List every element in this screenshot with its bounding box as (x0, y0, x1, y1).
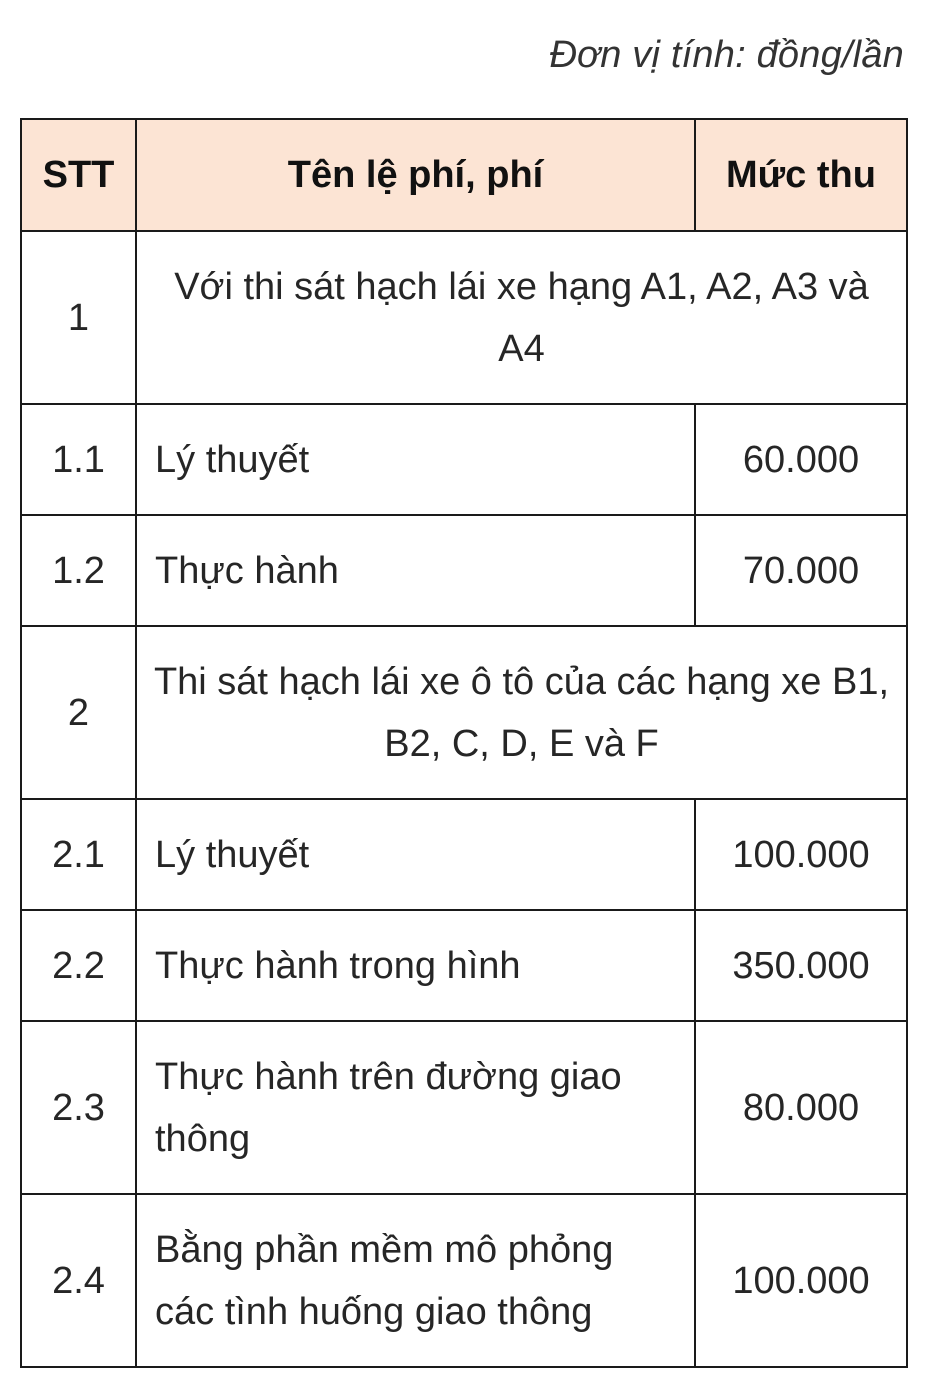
row-stt: 2.3 (21, 1021, 136, 1194)
row-stt: 1.1 (21, 404, 136, 515)
group-title: Với thi sát hạch lái xe hạng A1, A2, A3 và A4 (136, 231, 907, 404)
row-stt: 2.2 (21, 910, 136, 1021)
unit-note: Đơn vị tính: đồng/lần (549, 34, 904, 76)
row-fee-amount: 100.000 (695, 1194, 907, 1367)
row-fee-name: Bằng phần mềm mô phỏng các tình huống giao thông (136, 1194, 695, 1367)
table-row (21, 910, 907, 1021)
row-fee-name: Thực hành (136, 515, 695, 626)
table-row (21, 1194, 907, 1367)
row-fee-amount: 60.000 (695, 404, 907, 515)
row-stt: 2.4 (21, 1194, 136, 1367)
table-row (21, 404, 907, 515)
header-fee-amount: Mức thu (695, 119, 907, 231)
row-fee-name: Thực hành trong hình (136, 910, 695, 1021)
header-fee-name: Tên lệ phí, phí (136, 119, 695, 231)
table-row (21, 1021, 907, 1194)
group-stt: 2 (21, 626, 136, 799)
table-header-row (21, 119, 907, 231)
row-stt: 1.2 (21, 515, 136, 626)
row-fee-name: Lý thuyết (136, 404, 695, 515)
table-row (21, 799, 907, 910)
group-row (21, 231, 907, 404)
group-row (21, 626, 907, 799)
row-fee-name: Thực hành trên đường giao thông (136, 1021, 695, 1194)
row-fee-amount: 350.000 (695, 910, 907, 1021)
group-title: Thi sát hạch lái xe ô tô của các hạng xe B1, B2, C, D, E và F (136, 626, 907, 799)
table-row (21, 515, 907, 626)
row-fee-name: Lý thuyết (136, 799, 695, 910)
row-fee-amount: 70.000 (695, 515, 907, 626)
group-stt: 1 (21, 231, 136, 404)
row-fee-amount: 80.000 (695, 1021, 907, 1194)
fee-table (20, 118, 908, 1368)
row-stt: 2.1 (21, 799, 136, 910)
header-stt: STT (21, 119, 136, 231)
row-fee-amount: 100.000 (695, 799, 907, 910)
